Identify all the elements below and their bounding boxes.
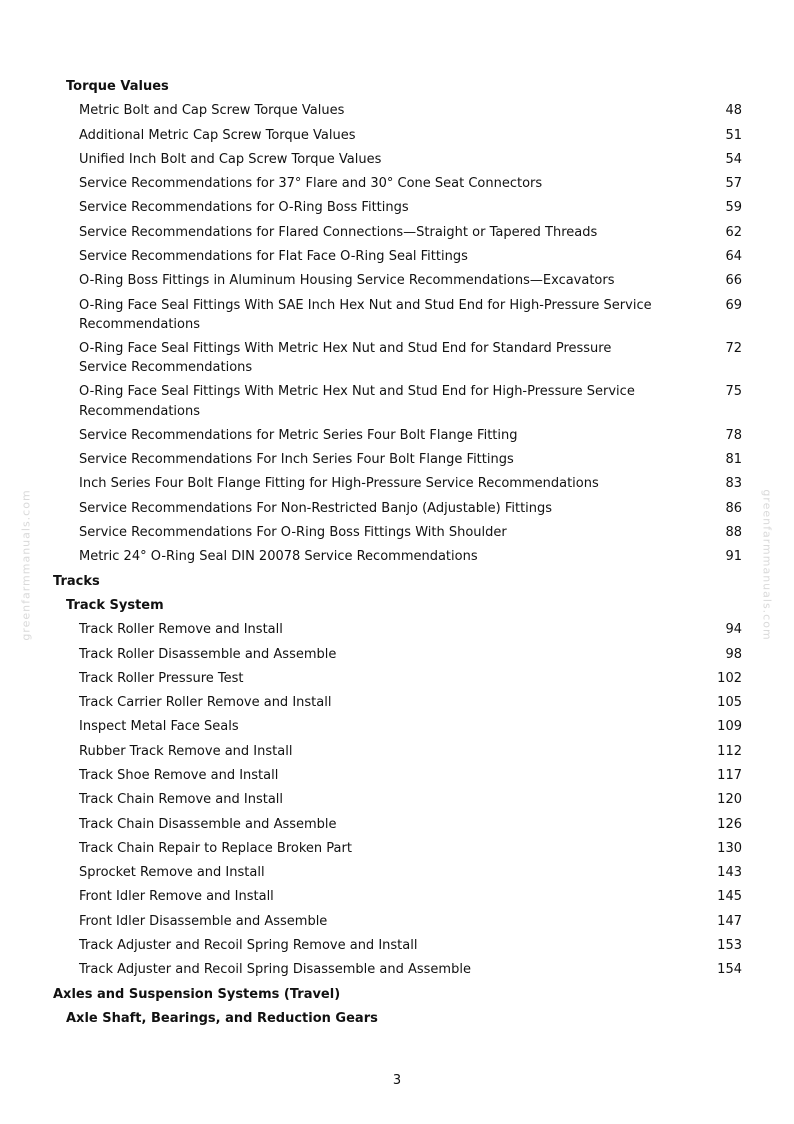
toc-entry[interactable] [0, 499, 794, 523]
toc-entry-title: Track Roller Pressure Test [79, 670, 244, 686]
toc-subsection-heading [0, 77, 794, 101]
toc-entry[interactable] [0, 271, 794, 295]
toc-entry-title: Unified Inch Bolt and Cap Screw Torque Values [79, 151, 382, 167]
toc-entry-title: Front Idler Disassemble and Assemble [79, 913, 328, 929]
toc-entry-title: Service Recommendations for 37° Flare and 30° Cone Seat Connectors [79, 176, 543, 192]
toc-entry-title: Inch Series Four Bolt Flange Fitting for High-Pressure Service Recommendations [79, 476, 599, 492]
watermark-left: greenfarmmanuals.com [19, 489, 33, 641]
toc-entry-page-number: 145 [717, 889, 742, 905]
toc-entry-page-number: 91 [725, 549, 742, 565]
toc-entry-page-number: 81 [725, 452, 742, 468]
toc-entry[interactable] [0, 223, 794, 247]
toc-entry[interactable] [0, 296, 794, 339]
toc-entry[interactable] [0, 815, 794, 839]
toc-entry-title: Inspect Metal Face Seals [79, 719, 239, 735]
toc-entry[interactable] [0, 863, 794, 887]
toc-entry-page-number: 117 [717, 768, 742, 783]
toc-entry-title: Track Adjuster and Recoil Spring Disassemble and Assemble [79, 962, 471, 978]
toc-entry-title: Track Chain Disassemble and Assemble [79, 816, 337, 832]
toc-entry-title: O-Ring Boss Fittings in Aluminum Housing Service Recommendations—Excavators [79, 273, 615, 289]
toc-entry[interactable] [0, 912, 794, 936]
toc-entry-title: Torque Values [66, 79, 169, 94]
toc-entry-title: Service Recommendations for Metric Series Four Bolt Flange Fitting [79, 427, 518, 443]
toc-entry-title: Service Recommendations for O-Ring Boss Fittings [79, 200, 409, 216]
toc-entry[interactable] [0, 474, 794, 498]
toc-entry-page-number: 69 [725, 297, 742, 313]
toc-entry-page-number: 83 [725, 476, 742, 492]
toc-entry-page-number: 72 [725, 341, 742, 357]
toc-entry-title: Rubber Track Remove and Install [79, 743, 293, 759]
toc-entry-page-number: 147 [717, 913, 742, 929]
toc-entry-title: O-Ring Face Seal Fittings With Metric Hex Nut and Stud End for High-Pressure Service Recommendations [79, 384, 635, 419]
toc-entry-title: Track Roller Remove and Install [79, 622, 283, 638]
toc-entry-title: Tracks [53, 573, 100, 589]
toc-entry[interactable] [0, 198, 794, 222]
toc-entry[interactable] [0, 620, 794, 644]
toc-entry-page-number: 86 [725, 500, 742, 516]
toc-entry[interactable] [0, 174, 794, 198]
toc-entry-title: Track Chain Remove and Install [79, 792, 284, 808]
toc-entry-page-number: 120 [717, 792, 742, 808]
toc-entry-title: Track Carrier Roller Remove and Install [79, 695, 332, 711]
toc-entry-title: O-Ring Face Seal Fittings With SAE Inch Hex Nut and Stud End for High-Pressure Service Recommendations [79, 297, 652, 333]
toc-entry[interactable] [0, 669, 794, 693]
toc-entry-title: Track Shoe Remove and Install [79, 768, 279, 783]
toc-section-heading [0, 985, 794, 1009]
toc-entry-page-number: 109 [717, 719, 742, 735]
toc-entry[interactable] [0, 126, 794, 150]
toc-entry[interactable] [0, 450, 794, 474]
toc-entry-page-number: 153 [717, 938, 742, 954]
toc-entry-title: Service Recommendations for Flat Face O-Ring Seal Fittings [79, 249, 468, 265]
toc-entry[interactable] [0, 766, 794, 790]
toc-section-heading [0, 572, 794, 596]
toc-entry-page-number: 154 [717, 962, 742, 978]
toc-entry-page-number: 102 [717, 670, 742, 686]
toc-entry[interactable] [0, 742, 794, 766]
toc-entry[interactable] [0, 523, 794, 547]
toc-entry[interactable] [0, 693, 794, 717]
toc-entry-page-number: 98 [725, 646, 742, 662]
toc-entry[interactable] [0, 960, 794, 984]
toc-entry-page-number: 78 [725, 427, 742, 443]
toc-entry[interactable] [0, 426, 794, 450]
toc-entry-page-number: 112 [717, 743, 742, 759]
toc-entry-page-number: 64 [725, 249, 742, 265]
toc-entry-page-number: 94 [725, 622, 742, 638]
toc-entry-page-number: 126 [717, 816, 742, 832]
toc-entry-page-number: 88 [725, 525, 742, 541]
toc-entry-page-number: 75 [725, 384, 742, 400]
toc-entry[interactable] [0, 547, 794, 571]
toc-entry-page-number: 48 [725, 103, 742, 119]
toc-entry[interactable] [0, 150, 794, 174]
toc-entry-title: Track System [66, 597, 164, 613]
toc-entry-page-number: 51 [725, 127, 742, 143]
toc-entry-title: Axles and Suspension Systems (Travel) [53, 986, 341, 1002]
toc-subsection-heading [0, 596, 794, 620]
toc-entry[interactable] [0, 839, 794, 863]
toc-entry-page-number: 143 [717, 865, 742, 881]
toc-entry[interactable] [0, 382, 794, 425]
toc-entry[interactable] [0, 339, 794, 382]
toc-entry-page-number: 105 [717, 695, 742, 711]
toc-subsection-heading [0, 1009, 794, 1033]
watermark-right: greenfarmmanuals.com [760, 489, 774, 641]
toc-entry[interactable] [0, 101, 794, 125]
toc-entry-title: Service Recommendations For Non-Restricted Banjo (Adjustable) Fittings [79, 500, 553, 516]
toc-entry-title: Service Recommendations For Inch Series Four Bolt Flange Fittings [79, 452, 514, 468]
toc-entry-title: Track Adjuster and Recoil Spring Remove and Install [79, 938, 418, 954]
toc-entry-title: Sprocket Remove and Install [79, 865, 265, 881]
toc-entry-title: Track Chain Repair to Replace Broken Part [79, 840, 352, 856]
toc-entry-page-number: 54 [725, 151, 742, 167]
toc-entry[interactable] [0, 887, 794, 911]
toc-entry-title: Axle Shaft, Bearings, and Reduction Gears [66, 1010, 378, 1026]
toc-entry-page-number: 59 [725, 200, 742, 216]
toc-entry[interactable] [0, 645, 794, 669]
toc-entry-page-number: 66 [725, 273, 742, 289]
toc-entry[interactable] [0, 790, 794, 814]
toc-entry-title: Service Recommendations For O-Ring Boss Fittings With Shoulder [79, 525, 507, 541]
toc-entry-page-number: 130 [717, 840, 742, 856]
toc-entry-title: O-Ring Face Seal Fittings With Metric Hex Nut and Stud End for Standard Pressure Service Recommendations [79, 341, 612, 376]
toc-entry-title: Track Roller Disassemble and Assemble [79, 646, 337, 662]
toc-entry-title: Additional Metric Cap Screw Torque Values [79, 127, 356, 143]
toc-entry[interactable] [0, 717, 794, 741]
table-of-contents [0, 77, 794, 1033]
toc-entry-page-number: 57 [725, 176, 742, 192]
toc-entry-page-number: 62 [725, 224, 742, 240]
toc-entry-title: Metric 24° O-Ring Seal DIN 20078 Service Recommendations [79, 549, 478, 565]
page-number: 3 [392, 1073, 402, 1088]
toc-entry[interactable] [0, 936, 794, 960]
toc-entry-title: Service Recommendations for Flared Connections—Straight or Tapered Threads [79, 224, 598, 240]
toc-entry[interactable] [0, 247, 794, 271]
toc-entry-title: Metric Bolt and Cap Screw Torque Values [79, 103, 345, 119]
toc-entry-title: Front Idler Remove and Install [79, 889, 274, 905]
